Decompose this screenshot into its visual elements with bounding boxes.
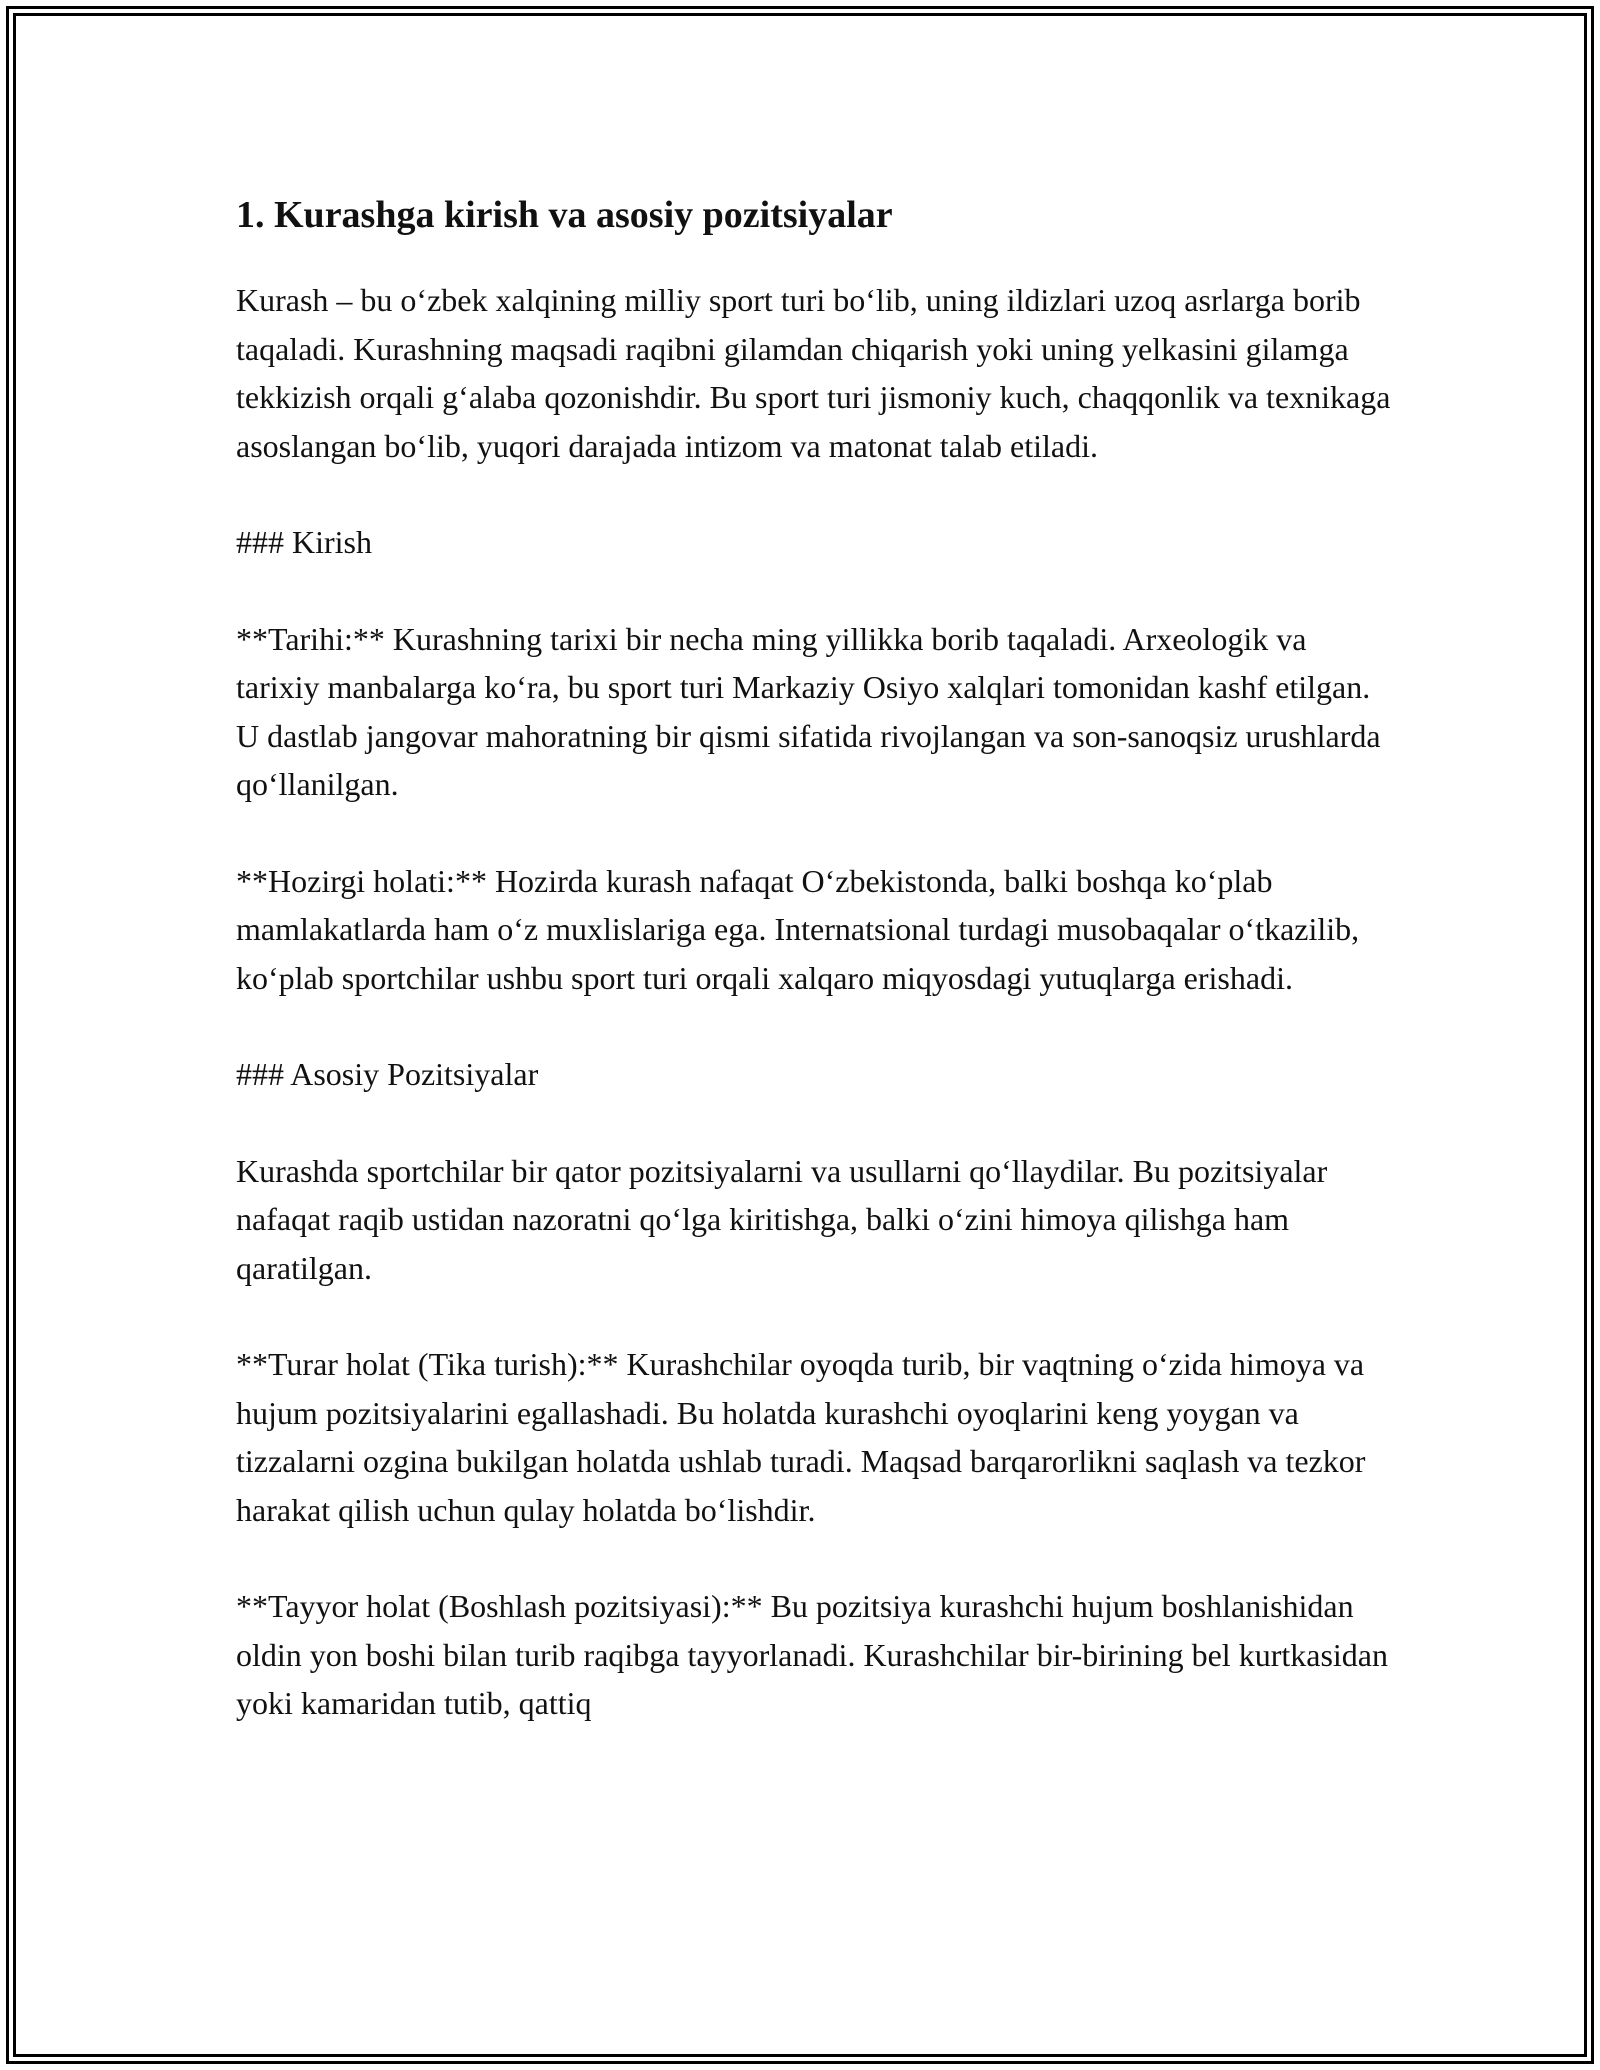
section-heading-kirish: ### Kirish xyxy=(236,524,372,560)
current-status-paragraph: **Hozirgi holati:** Hozirda kurash nafaqat O‘zbekistonda, balki boshqa ko‘plab mamlakatlarda ham o‘z muxlislariga ega. Internatsional turdagi musobaqalar o‘tkazilib, ko‘plab sportchilar ushbu sport turi orqali xalqaro miqyosdagi yutuqlarga erishadi. xyxy=(236,862,1360,996)
ready-position-paragraph: **Tayyor holat (Boshlash pozitsiyasi):** Bu pozitsiya kurashchi hujum boshlanishidan oldin yon boshi bilan turib raqibga tayyorlanadi. Kurashchilar bir-birining bel kurtkasidan yoki kamaridan tutib, qattiq xyxy=(236,1588,1388,1721)
section-heading-positions: ### Asosiy Pozitsiyalar xyxy=(236,1056,539,1092)
document-title: 1. Kurashga kirish va asosiy pozitsiyalar xyxy=(236,194,893,236)
document-body xyxy=(236,186,1396,1776)
positions-intro-paragraph: Kurashda sportchilar bir qator pozitsiyalarni va usullarni qo‘llaydilar. Bu pozitsiyalar nafaqat raqib ustidan nazoratni qo‘lga kiritishga, balki o‘zini himoya qilishga ham qaratilgan. xyxy=(236,1152,1328,1286)
intro-paragraph: Kurash – bu o‘zbek xalqining milliy sport turi bo‘lib, uning ildizlari uzoq asrlarga borib taqaladi. Kurashning maqsadi raqibni gilamdan chiqarish yoki uning yelkasini gilamga tekkizish orqali g‘alaba qozonishdir. Bu sport turi jismoniy kuch, chaqqonlik va texnikaga asoslangan bo‘lib, yuqori darajada intizom va matonat talab etiladi. xyxy=(236,282,1391,464)
history-paragraph: **Tarihi:** Kurashning tarixi bir necha ming yillikka borib taqaladi. Arxeologik va tarixiy manbalarga ko‘ra, bu sport turi Markaziy Osiyo xalqlari tomonidan kashf etilgan. U dastlab jangovar mahoratning bir qismi sifatida rivojlangan va son-sanoqsiz urushlarda qo‘llanilgan. xyxy=(236,620,1381,802)
standing-position-paragraph: **Turar holat (Tika turish):** Kurashchilar oyoqda turib, bir vaqtning o‘zida himoya va hujum pozitsiyalarini egallashadi. Bu holatda kurashchi oyoqlarini keng yoygan va tizzalarni ozgina bukilgan holatda ushlab turadi. Maqsad barqarorlikni saqlash va tezkor harakat qilish uchun qulay holatda bo‘lishdir. xyxy=(236,1346,1366,1528)
